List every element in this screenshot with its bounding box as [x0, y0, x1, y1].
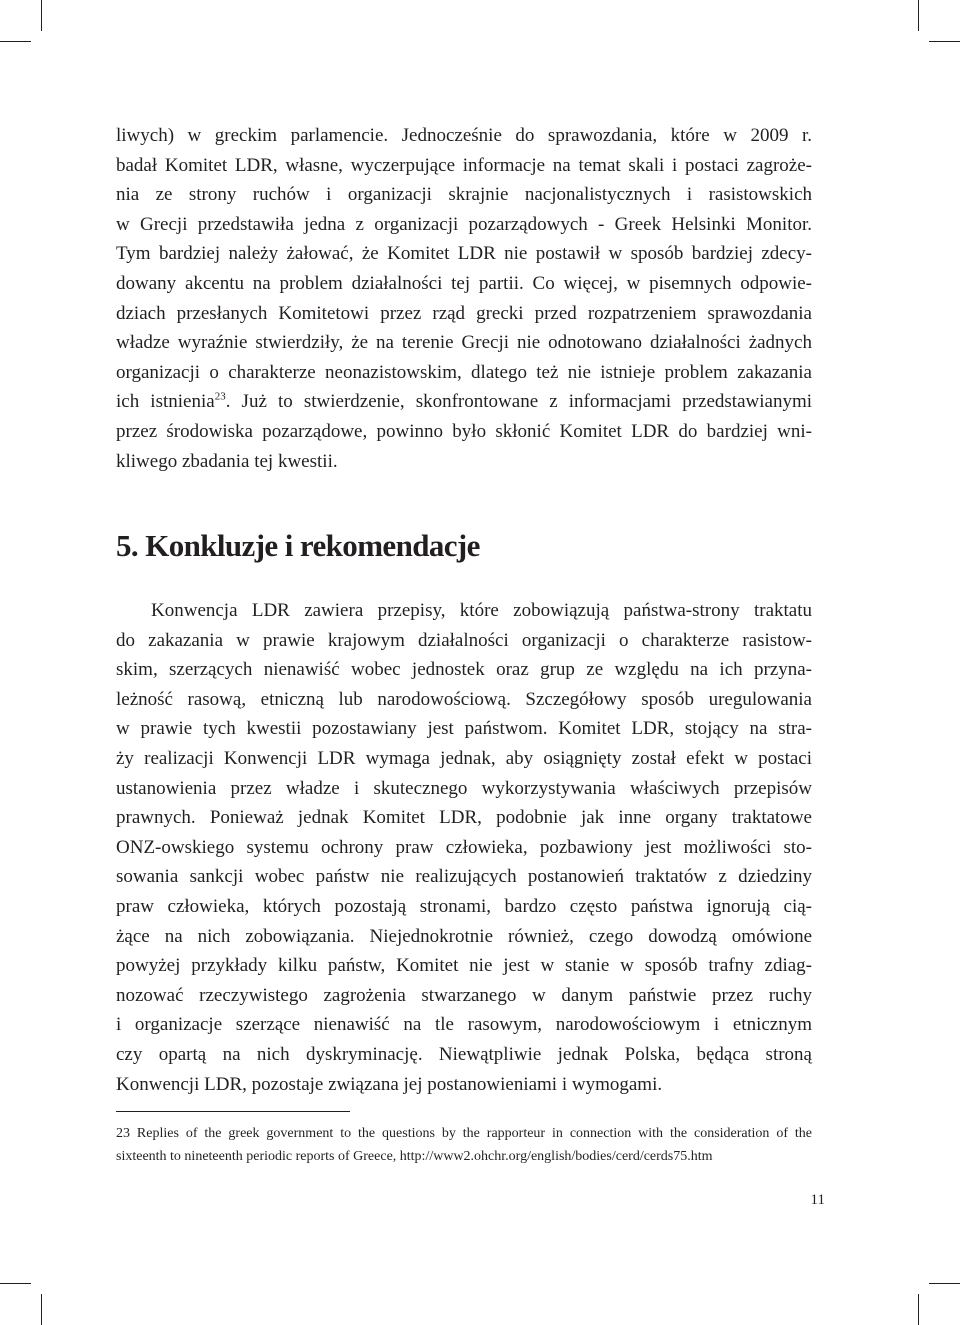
section-body [116, 596, 812, 1099]
paragraph [116, 596, 812, 1099]
text-line: prawnych. Ponieważ jednak Komitet LDR, podobnie jak inne organy traktatowe [116, 807, 812, 829]
text-line: liwych) w greckim parlamencie. Jednocześnie do sprawozdania, które w 2009 r. [116, 125, 812, 146]
text-line: w Grecji przedstawiła jedna z organizacji pozarządowych - Greek Helsinki Monitor. [116, 213, 812, 235]
text-line: nozować rzeczywistego zagrożenia stwarzanego w danym państwie przez ruchy [116, 984, 812, 1006]
text-line: nia ze strony ruchów i organizacji skrajnie nacjonalistycznych i rasistowskich [116, 184, 812, 206]
text-line: badał Komitet LDR, własne, wyczerpujące informacje na temat skali i postaci zagroże- [116, 154, 812, 176]
footnote-divider [116, 1111, 350, 1112]
page-number: 11 [810, 1192, 825, 1208]
text-segment: Już to stwierdzenie, skonfrontowane z informacjami przedstawianymi [241, 391, 812, 413]
crop-mark [0, 41, 31, 42]
text-line: dowany akcentu na problem działalności tej partii. Co więcej, w pisemnych odpowie- [116, 272, 812, 294]
text-line: praw człowieka, których pozostają stronami, bardzo często państwa ignorują cią- [116, 895, 812, 917]
text-line: sowania sankcji wobec państw nie realizujących postanowień traktatów z dziedziny [116, 866, 812, 888]
text-line: dziach przesłanych Komitetowi przez rząd grecki przed rozpatrzeniem sprawozdania [116, 302, 812, 324]
text-line: organizacji o charakterze neonazistowskim, dlatego też nie istnieje problem zakazania [116, 361, 812, 383]
text-line: ustanowienia przez władze i skutecznego wykorzystywania właściwych przepisów [116, 777, 812, 799]
text-line: Konwencja LDR zawiera przepisy, które zobowiązują państwa-strony traktatu [151, 600, 812, 621]
text-line: i organizacje szerzące nienawiść na tle rasowym, narodowościowym i etnicznym [116, 1014, 812, 1036]
text-line: ONZ-owskiego systemu ochrony praw człowieka, pozbawiony jest możliwości sto- [116, 836, 812, 858]
section-heading: 5. Konkluzje i rekomendacje [116, 528, 480, 563]
footnote-line: sixteenth to nineteenth periodic reports of Greece, http://www2.ohchr.org/english/bodies/cerd/cerds75.htm [116, 1149, 713, 1164]
text-line: Tym bardziej należy żałować, że Komitet LDR nie postawił w sposób bardziej zdecy- [116, 243, 812, 265]
crop-mark [41, 0, 42, 31]
crop-mark [918, 1294, 919, 1325]
text-line: powyżej przykłady kilku państw, Komitet nie jest w stanie w sposób trafny zdiag- [116, 955, 812, 977]
text-segment: ich istnienia [116, 391, 215, 413]
text-line: władze wyraźnie stwierdziły, że na terenie Grecji nie odnotowano działalności żadnych [116, 332, 812, 354]
text-line: Konwencji LDR, pozostaje związana jej postanowieniami i wymogami. [116, 1073, 663, 1095]
text-line: czy opartą na nich dyskryminację. Niewątpliwie jednak Polska, będąca stroną [116, 1043, 812, 1065]
text-line: w prawie tych kwestii pozostawiany jest państwom. Komitet LDR, stojący na stra- [116, 718, 812, 740]
body-text [116, 121, 812, 476]
text-line: kliwego zbadania tej kwestii. [116, 450, 338, 472]
crop-mark [929, 41, 960, 42]
text-line: do zakazania w prawie krajowym działalności organizacji o charakterze rasistow- [116, 629, 812, 651]
text-line: ży realizacji Konwencji LDR wymaga jednak, aby osiągnięty został efekt w postaci [116, 747, 812, 769]
footnote [116, 1122, 812, 1168]
paragraph [116, 121, 812, 476]
crop-mark [918, 0, 919, 31]
footnote-reference[interactable]: 23 [214, 391, 226, 404]
text-line: żące na nich zobowiązania. Niejednokrotnie również, czego dowodzą omówione [116, 925, 812, 947]
crop-mark [0, 1283, 31, 1284]
footnote-line: 23 Replies of the greek government to the questions by the rapporteur in connection with the consideration of the [116, 1126, 812, 1141]
crop-mark [929, 1283, 960, 1284]
crop-mark [41, 1294, 42, 1325]
text-line: skim, szerzących nienawiść wobec jednostek oraz grup ze względu na ich przyna- [116, 659, 812, 681]
text-line: leżność rasową, etniczną lub narodowościową. Szczegółowy sposób uregulowania [116, 688, 812, 710]
text-line-with-footnote: ich istnienia$^{23}$. Już to stwierdzenie, skonfrontowane z informacjami przedstawianymi [116, 391, 812, 413]
text-line: przez środowiska pozarządowe, powinno było skłonić Komitet LDR do bardziej wni- [116, 420, 812, 442]
